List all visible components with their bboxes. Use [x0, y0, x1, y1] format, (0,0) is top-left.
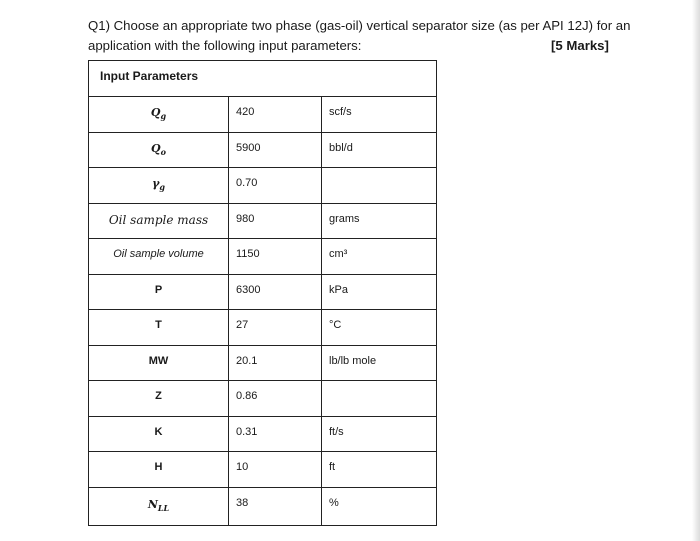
- param-symbol: Q: [151, 141, 161, 155]
- table-row-z: [89, 381, 436, 417]
- marks-label: [5 Marks]: [551, 38, 609, 53]
- value-cell: [229, 239, 322, 274]
- param-cell: [89, 488, 229, 525]
- unit-cell: [322, 417, 436, 452]
- unit-cell: [322, 310, 436, 345]
- question-text-line2: application with the following input parameters:: [88, 38, 362, 53]
- value-cell: [229, 452, 322, 487]
- param-cell: [89, 381, 229, 416]
- unit-cell: [322, 239, 436, 274]
- value-text: 20.1: [236, 354, 258, 367]
- table-row-pressure: [89, 275, 436, 311]
- unit-text: %: [329, 496, 339, 509]
- value-cell: [229, 346, 322, 381]
- unit-cell: [322, 381, 436, 416]
- param-subscript: LL: [157, 502, 170, 513]
- param-symbol: N: [147, 497, 158, 511]
- value-cell: [229, 97, 322, 132]
- value-text: 980: [236, 212, 255, 225]
- param-cell: [89, 310, 229, 345]
- param-label: Oil sample mass: [108, 212, 209, 227]
- param-subscript: g: [160, 111, 167, 122]
- value-text: 38: [236, 496, 249, 509]
- unit-text: lb/lb mole: [329, 354, 377, 367]
- table-row-nll: [89, 488, 436, 525]
- unit-text: kPa: [329, 283, 348, 296]
- unit-cell: [322, 133, 436, 168]
- unit-text: scf/s: [329, 106, 352, 118]
- param-cell: [89, 346, 229, 381]
- value-cell: [229, 488, 322, 525]
- unit-text: °C: [329, 319, 342, 331]
- param-cell: [89, 97, 229, 132]
- value-text: 6300: [236, 283, 261, 296]
- value-cell: [229, 275, 322, 310]
- value-text: 5900: [236, 141, 261, 154]
- table-row-gamma-g: [89, 168, 436, 204]
- unit-cell: [322, 168, 436, 203]
- param-cell: [89, 452, 229, 487]
- param-symbol: Q: [150, 106, 161, 119]
- param-cell: [89, 133, 229, 168]
- table-row-oil-sample-volume: [89, 239, 436, 275]
- param-cell: [89, 417, 229, 452]
- unit-text: grams: [329, 212, 360, 225]
- param-subscript: o: [160, 146, 166, 157]
- param-subscript: g: [159, 182, 165, 193]
- param-label: T: [155, 319, 162, 331]
- table-header: [89, 61, 436, 97]
- table-row-h: [89, 452, 436, 488]
- param-cell: [89, 204, 229, 239]
- value-text: 27: [236, 319, 249, 331]
- value-cell: [229, 133, 322, 168]
- value-text: 1150: [236, 248, 260, 260]
- value-text: 0.70: [236, 177, 258, 189]
- table-row-oil-sample-mass: [89, 204, 436, 240]
- unit-cell: [322, 452, 436, 487]
- param-label: H: [154, 461, 163, 473]
- value-cell: [229, 381, 322, 416]
- param-label: MW: [148, 354, 169, 367]
- value-text: 0.31: [236, 425, 258, 438]
- param-label: P: [154, 283, 163, 296]
- table-row-k: [89, 417, 436, 453]
- value-text: 10: [236, 461, 249, 473]
- unit-text: ft: [329, 461, 336, 473]
- value-cell: [229, 168, 322, 203]
- table-row-qo: [89, 133, 436, 169]
- param-label: K: [154, 425, 163, 438]
- unit-cell: [322, 275, 436, 310]
- unit-text: bbl/d: [329, 141, 353, 154]
- param-label: Z: [155, 390, 162, 402]
- value-cell: [229, 204, 322, 239]
- page-edge-shadow: [692, 0, 700, 541]
- value-text: 420: [236, 106, 255, 118]
- table-row-mw: [89, 346, 436, 382]
- unit-text: cm³: [329, 248, 348, 260]
- table-row-qg: [89, 97, 436, 133]
- value-text: 0.86: [236, 390, 258, 402]
- value-cell: [229, 310, 322, 345]
- unit-text: ft/s: [329, 425, 344, 438]
- param-label: Oil sample volume: [113, 248, 204, 260]
- unit-cell: [322, 204, 436, 239]
- param-symbol: γ: [152, 177, 160, 190]
- unit-cell: [322, 488, 436, 525]
- table-row-temperature: [89, 310, 436, 346]
- table-header-label: Input Parameters: [100, 69, 199, 83]
- param-cell: [89, 239, 229, 274]
- unit-cell: [322, 346, 436, 381]
- param-cell: [89, 275, 229, 310]
- unit-cell: [322, 97, 436, 132]
- param-cell: [89, 168, 229, 203]
- question-text-line1: Q1) Choose an appropriate two phase (gas-oil) vertical separator size (as per API 12J) for an: [88, 18, 631, 33]
- value-cell: [229, 417, 322, 452]
- input-parameters-table: [88, 60, 437, 526]
